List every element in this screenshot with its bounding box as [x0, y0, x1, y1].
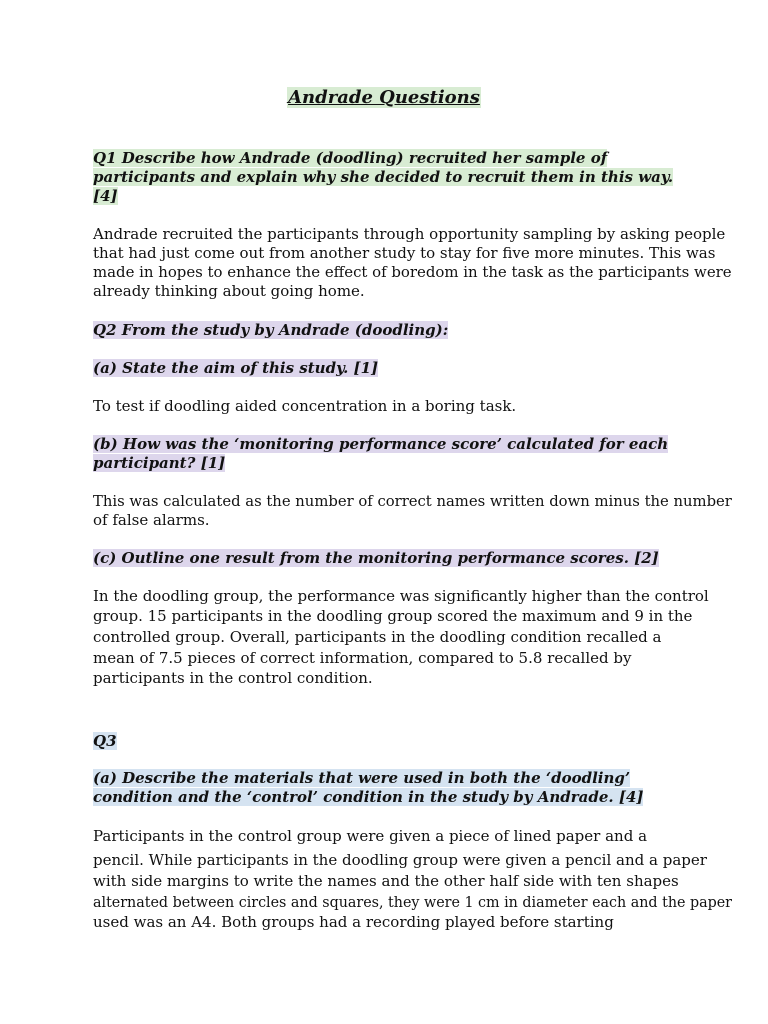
q2a-question: (a) State the aim of this study. [1]	[93, 359, 379, 377]
q2c-answer-line-4: mean of 7.5 pieces of correct information, compared to 5.8 recalled by	[93, 649, 632, 667]
q2-heading: Q2 From the study by Andrade (doodling):	[93, 321, 449, 339]
q1-question-line-2: participants and explain why she decided to recruit them in this way.	[93, 168, 674, 186]
q3a-answer-line-5: used was an A4. Both groups had a recording played before starting	[93, 913, 614, 931]
q1-answer-line-1: Andrade recruited the participants through opportunity sampling by asking people	[93, 225, 726, 243]
q2b-question-line-2: participant? [1]	[93, 454, 226, 472]
q2c-answer-line-2: group. 15 participants in the doodling group scored the maximum and 9 in the	[93, 607, 693, 625]
q3-heading: Q3	[93, 732, 117, 750]
q1-answer-line-3: made in hopes to enhance the effect of boredom in the task as the participants were	[93, 263, 732, 281]
q3a-answer-line-4: alternated between circles and squares, they were 1 cm in diameter each and the paper	[93, 893, 733, 911]
q2b-answer-line-1: This was calculated as the number of correct names written down minus the number	[93, 492, 732, 510]
q3a-question-line-2: condition and the ‘control’ condition in the study by Andrade. [4]	[93, 788, 644, 806]
q1-answer-line-2: that had just come out from another study to stay for five more minutes. This was	[93, 244, 716, 262]
q2b-question-line-1: (b) How was the ‘monitoring performance score’ calculated for each	[93, 435, 669, 453]
q3a-answer-line-1: Participants in the control group were given a piece of lined paper and a	[93, 827, 648, 845]
q3a-answer-line-2: pencil. While participants in the doodling group were given a pencil and a paper	[93, 851, 707, 869]
q1-question-line-3: [4]	[93, 187, 118, 205]
q2c-answer-line-3: controlled group. Overall, participants in the doodling condition recalled a	[93, 628, 662, 646]
q2c-answer-line-5: participants in the control condition.	[93, 669, 373, 687]
document-title: Andrade Questions	[288, 87, 480, 108]
q2c-answer-line-1: In the doodling group, the performance was significantly higher than the control	[93, 587, 709, 605]
q2a-answer: To test if doodling aided concentration in a boring task.	[93, 397, 517, 415]
q3a-answer-line-3: with side margins to write the names and the other half side with ten shapes	[93, 872, 679, 890]
q3a-question-line-1: (a) Describe the materials that were used in both the ‘doodling’	[93, 769, 631, 787]
q1-answer-line-4: already thinking about going home.	[93, 282, 365, 300]
q1-question-line-1: Q1 Describe how Andrade (doodling) recruited her sample of	[93, 149, 608, 167]
q2c-question: (c) Outline one result from the monitoring performance scores. [2]	[93, 549, 659, 567]
q2b-answer-line-2: of false alarms.	[93, 511, 210, 529]
